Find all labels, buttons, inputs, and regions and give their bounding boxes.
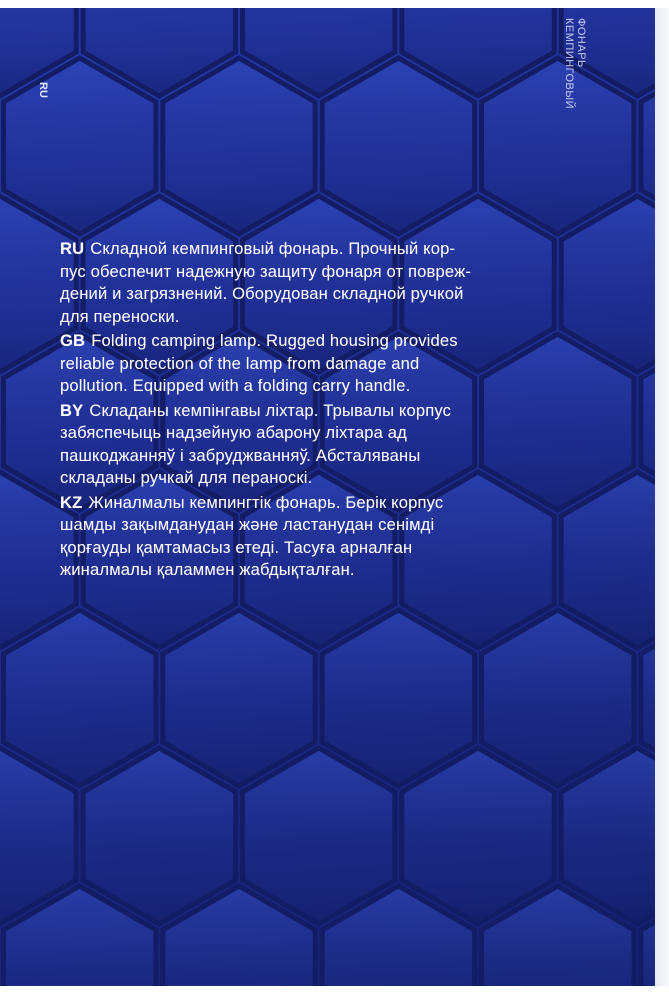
side-vertical-label: ФОНАРЬ КЕМПИНГОВЫЙ <box>563 18 587 110</box>
text-line: Складаны кемпінгавы ліхтар. Трывалы корпус <box>89 400 452 420</box>
text-line: шамды зақымданудан және ластанудан сенімді <box>60 515 435 534</box>
text-line: қорғауды қамтамасыз етеді. Тасуға арналған <box>60 537 413 557</box>
paragraph-kz <box>60 492 590 582</box>
text-line: складаны ручкай для пераноскі. <box>60 468 313 487</box>
paragraph-by <box>60 400 590 490</box>
paragraph-ru <box>60 238 590 328</box>
hexagon-cell <box>163 58 315 234</box>
text-line: для переноски. <box>60 306 180 326</box>
country-code-kz: KZ <box>60 492 83 512</box>
text-line: дений и загрязнений. Оборудован складной ручкой <box>60 284 464 303</box>
text-line: пашкоджанняў і забруджванняў. Абсталяваны <box>60 445 421 465</box>
paragraph-gb <box>60 330 590 398</box>
text-line: Жиналмалы кемпингтік фонарь. Берік корпус <box>88 492 444 512</box>
side-country-code: RU <box>37 82 49 98</box>
package-panel <box>0 8 655 986</box>
country-code-gb: GB <box>60 331 86 350</box>
description-block <box>60 238 590 584</box>
text-line: пус обеспечит надежную защиту фонаря от повреж- <box>60 261 472 281</box>
hexagon-cell <box>163 610 315 786</box>
text-line: pollution. Equipped with a folding carry handle. <box>60 376 411 395</box>
hexagon-cell <box>243 748 395 924</box>
hexagon-cell <box>482 610 634 786</box>
text-line: Складной кемпинговый фонарь. Прочный кор- <box>90 239 456 258</box>
hexagon-cell <box>83 748 236 924</box>
hexagon-cell <box>402 748 555 924</box>
text-line: reliable protection of the lamp from damage and <box>60 353 420 373</box>
text-line: Folding camping lamp. Rugged housing provides <box>91 331 458 350</box>
text-line: забяспечыць надзейную абарону ліхтара ад <box>60 423 407 442</box>
country-code-ru: RU <box>60 239 85 258</box>
text-line: жиналмалы қаламмен жабдықталған. <box>60 560 355 579</box>
box-side-edge <box>655 8 669 986</box>
hexagon-cell <box>322 610 474 786</box>
hexagon-cell <box>322 58 474 234</box>
country-code-by: BY <box>60 400 84 420</box>
hexagon-cell <box>4 610 156 786</box>
box-bottom-edge <box>0 986 669 1000</box>
hexagon-cell <box>4 58 156 234</box>
